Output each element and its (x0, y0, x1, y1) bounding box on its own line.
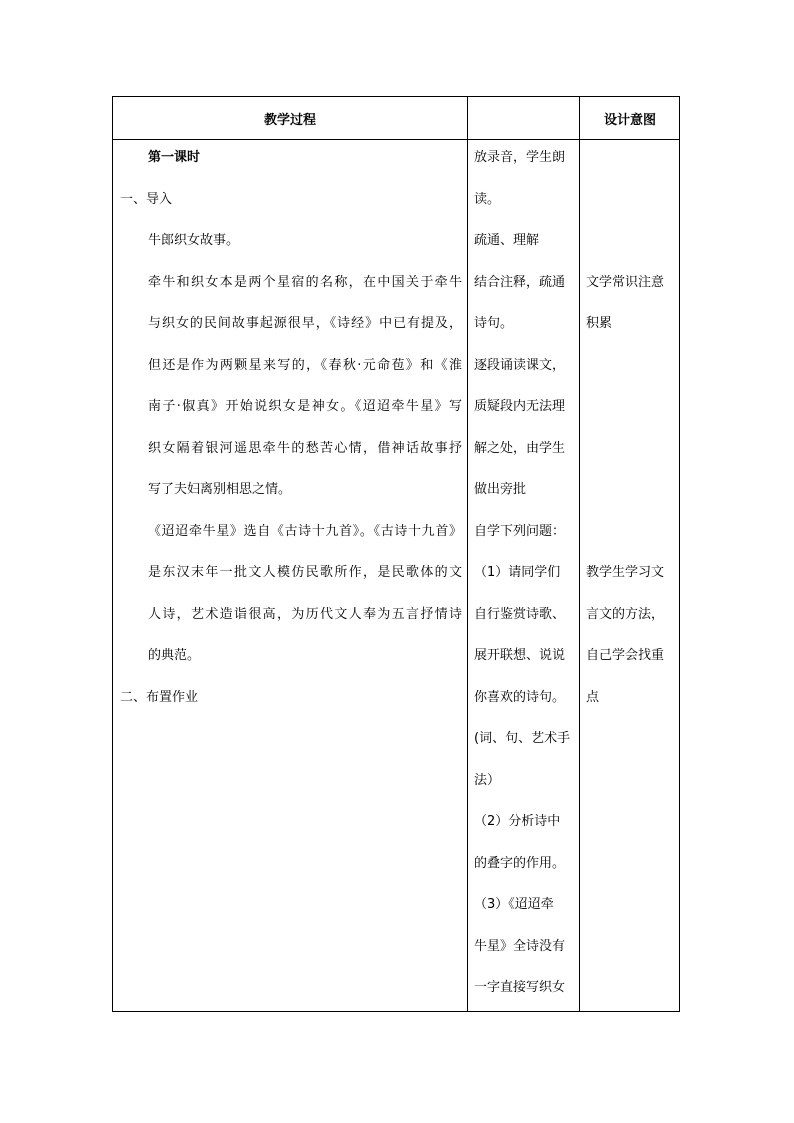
activity-line: 做出旁批 (474, 482, 527, 497)
paragraph-line: 牵牛和织女本是两个星宿的名称，在中国关于牵牛 (148, 275, 462, 290)
activity-line: 结合注释，疏通 (474, 275, 566, 290)
intent-line: 点 (586, 690, 600, 705)
paragraph-line: 但还是作为两颗星来写的，《春秋·元命苞》和《淮 (148, 358, 462, 373)
paragraph-line: 《迢迢牵牛星》选自《古诗十九首》。《古诗十九首》 (148, 524, 462, 539)
paragraph-line: 南子·俶真》开始说织女是神女。《迢迢牵牛星》写 (148, 399, 462, 414)
intent-line: 积累 (586, 316, 613, 331)
activity-line: （3）《迢迢牵 (474, 897, 554, 912)
paragraph-line: 织女隔着银河遥思牵牛的愁苦心情，借神话故事抒 (148, 441, 462, 456)
paragraph-line: 人诗，艺术造诣很高，为历代文人奉为五言抒情诗 (148, 607, 462, 622)
activity-line: 疏通、理解 (474, 233, 540, 248)
activity-line: 诗句。 (474, 316, 514, 331)
paragraph-title: 牛郎织女故事。 (148, 233, 240, 248)
activity-line: 展开联想、说说 (474, 648, 566, 663)
header-teaching-process: 教学过程 (263, 112, 316, 128)
activity-line: （2）分析诗中 (474, 814, 561, 829)
activity-line: 一字直接写织女 (474, 980, 566, 995)
intent-line: 自己学会找重 (586, 648, 665, 663)
paragraph-line: 是东汉末年一批文人模仿民歌所作，是民歌体的文 (148, 565, 462, 580)
activity-line: 你喜欢的诗句。 (474, 690, 566, 705)
intent-line: 教学生学习文 (586, 565, 665, 580)
header-design-intent: 设计意图 (603, 112, 656, 128)
paragraph-line: 与织女的民间故事起源很早，《诗经》中已有提及， (148, 316, 462, 331)
intent-line: 文学常识注意 (586, 275, 665, 290)
design-intent-cell (586, 140, 678, 740)
lesson-plan-table (112, 96, 680, 1012)
section-heading-homework: 二、布置作业 (120, 690, 199, 705)
section-heading-intro: 一、导入 (120, 192, 173, 207)
activity-line: 法） (474, 773, 501, 788)
teaching-process-cell (120, 140, 462, 705)
column-divider-2 (579, 97, 580, 1011)
activity-line: (词、句、艺术手 (474, 731, 571, 746)
activities-cell (474, 140, 574, 1000)
activity-line: 自行鉴赏诗歌、 (474, 607, 566, 622)
paragraph-line: 写了夫妇离别相思之情。 (148, 482, 292, 497)
activity-line: 质疑段内无法理 (474, 399, 566, 414)
activity-line: 牛星》全诗没有 (474, 939, 566, 954)
activity-line: 读。 (474, 192, 501, 207)
intent-line: 言文的方法， (586, 607, 665, 622)
paragraph-line: 的典范。 (148, 648, 201, 663)
activity-line: （1）请同学们 (474, 565, 561, 580)
activity-line: 自学下列问题： (474, 524, 566, 539)
column-divider-1 (467, 97, 468, 1011)
lesson-heading: 第一课时 (148, 150, 201, 165)
activity-line: 的叠字的作用。 (474, 856, 566, 871)
activity-line: 解之处，由学生 (474, 441, 566, 456)
activity-line: 逐段诵读课文， (474, 358, 566, 373)
activity-line: 放录音，学生朗 (474, 150, 566, 165)
